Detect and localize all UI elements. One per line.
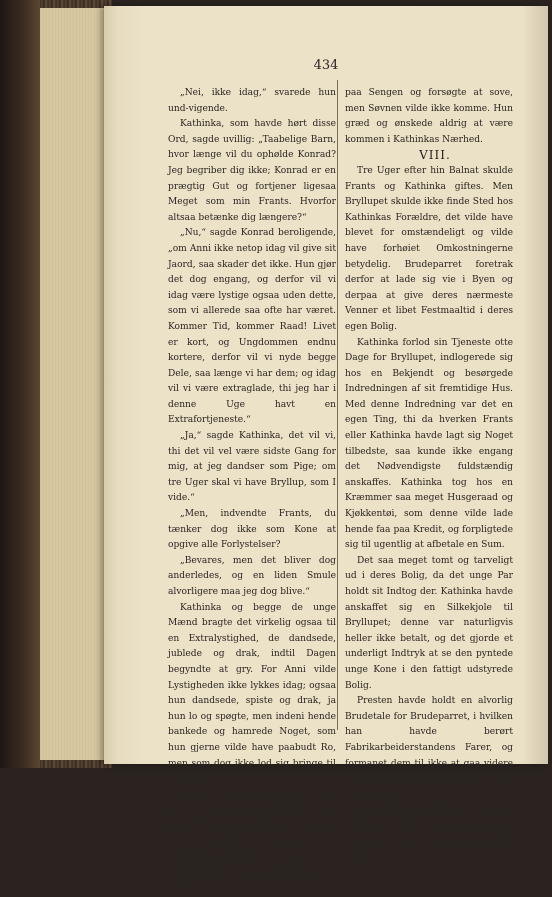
paragraph: Kathinka og begge de unge Mænd bragte det virkelig ogsaa til en Extralystighed, de dandsede, jublede og drak, indtil Dagen begyndte at gry. For Anni vilde Lystigheden ikke lykkes idag; ogsaa hun dandsede, spiste og drak, ja hun lo og spøgte, men indeni hende bankede og hamrede Noget, som hun gjerne vilde have paabudt Ro, men som dog ikke lod sig bringe til Taushed.	[168, 602, 336, 785]
paragraph: Det saa meget tomt og tarveligt ud i deres Bolig, da det unge Par holdt sit Indtog der. Kathinka havde anskaffet sig en Silkekjole til Bryllupet; denne var naturligvis heller ikke betalt, og det gjorde et underligt Indtryk at se den pyntede unge Kone i den fattigt udstyrede Bolig.	[345, 555, 513, 691]
paragraph: „Bevares, men det bliver dog anderledes, og en liden Smule alvorligere maa jeg dog blive.“	[168, 555, 336, 597]
paragraph: Denne Brudetale havde kun lidet behaget Kathinka, thi hun vilde ikke lade Guds Ords Lys belyse sin Vei, fordi	[345, 805, 513, 863]
page-edge-shadow	[522, 6, 548, 764]
paragraph: Tre Uger efter hin Balnat skulde Frants og Kathinka giftes. Men Bryllupet skulde ikke finde Sted hos Kathinkas Forældre, det vilde have blevet for omstændeligt og vilde have forhøiet Omkostningerne betydelig. Brudeparret foretrak derfor at lade sig vie i Byen og derpaa at give deres nærmeste Venner et libet Festmaaltid i deres egen Bolig.	[345, 165, 513, 332]
chapter-heading: VIII.	[419, 148, 451, 163]
paragraph: Da hun endelig igjen var alene paa sit Værelse, trak hun sine Støvler af, svøbte dem ind og lagde dem sammen med sin Konfirmationsattest underst i Kufferten. Derpaa kastede hun sig ned	[168, 789, 336, 894]
paragraph: „Men, indvendte Frants, du tænker dog ikke som Kone at opgive alle Forlystelser?	[168, 509, 336, 551]
paragraph: Kathinka, som havde hørt disse Ord, sagde uvillig: „Taabelige Barn, hvor længe vil du ophølde Konrad? Jeg begriber dig ikke; Konrad er en prægtig Gut og fortjener ligesaa Meget som min Frants. Hvorfor altsaa betænke dig længere?“	[168, 119, 336, 223]
right-column	[345, 86, 513, 866]
paragraph: „Ja,“ sagde Kathinka, det vil vi, thi det vil vel være sidste Gang for mig, at jeg dandser som Pige; om tre Uger skal vi have Bryllup, som I vide.“	[168, 431, 336, 504]
left-column	[168, 86, 336, 897]
paragraph: Kathinka forlod sin Tjeneste otte Dage for Bryllupet, indlogerede sig hos en Bekjendt og besørgede Indredningen af sit fremtidige Hus. Med denne Indredning var det en egen Ting, thi da hverken Frants eller Kathinka havde lagt sig Noget tilbedste, saa kunde ikke engang det Nødvendigste fuldstændig anskaffes. Kathinka tog hos en Kræmmer saa meget Husgeraad og Kjøkkentøi, som denne vilde lade hende faa paa Kredit, og forpligtede sig til ugentlig at afbetale en Sum.	[345, 337, 513, 551]
paragraph-continuation: paa Sengen og forsøgte at sove, men Søvnen vilde ikke komme. Hun græd og ønskede aldrig at være kommen i Kathinkas Nærhed.	[345, 88, 513, 145]
paragraph: Presten havde holdt en alvorlig Brudetale for Brudeparret, i hvilken han havde berørt Fabrikarbeiderstandens Farer, og formanet dem til ikke at gaa videre paa denne farefulde Vei uden Guds Veiledning.	[345, 696, 513, 800]
book-page	[104, 6, 548, 894]
book-cover	[0, 0, 40, 768]
paragraph: „Nei, ikke idag,“ svarede hun und-vigende.	[168, 88, 336, 114]
column-divider	[337, 80, 338, 730]
page-number: 434	[313, 58, 339, 73]
paragraph: „Nu,“ sagde Konrad beroligende, „om Anni ikke netop idag vil give sit Jaord, saa skader det ikke. Hun gjør det dog engang, og derfor vil vi idag være lystige ogsaa uden dette, som vi allerede saa ofte har været. Kommer Tid, kommer Raad! Livet er kort, og Ungdommen endnu kortere, derfor vil vi nyde begge Dele, saa længe vi har dem; og idag vil vi være extraglade, thi jeg har i denne Uge havt en Extrafortjeneste.“	[168, 228, 336, 426]
